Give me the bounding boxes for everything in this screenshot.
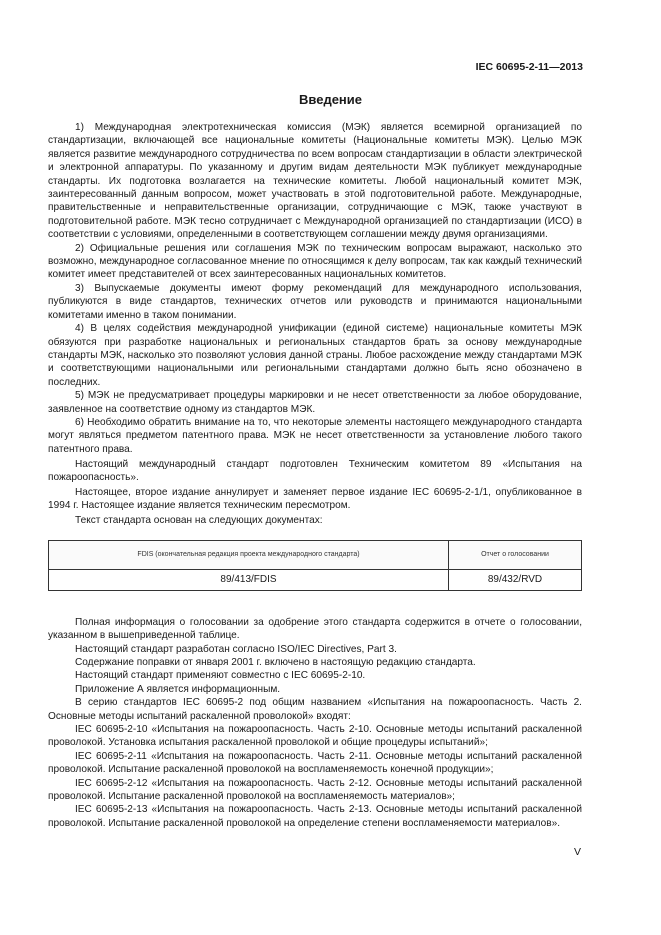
- paragraph: IEC 60695-2-11 «Испытания на пожароопасность. Часть 2-11. Основные методы испытаний раскаленной проволокой. Испытание раскаленной проволокой на воспламеняемость конечной продукции»;: [48, 750, 582, 776]
- paragraph: IEC 60695-2-12 «Испытания на пожароопасность. Часть 2-12. Основные методы испытаний раскаленной проволокой. Испытание раскаленной проволокой на воспламеняемость материалов»;: [48, 777, 582, 802]
- paragraph: Настоящий международный стандарт подготовлен Техническим комитетом 89 «Испытания на пожароопасность».: [48, 458, 582, 484]
- paragraph: 3) Выпускаемые документы имеют форму рекомендаций для международного использования, публикуются в виде стандартов, технических отчетов или руководств и принимаются национальными комитетами именно в таком понимании.: [48, 282, 582, 321]
- voting-documents-table: [48, 540, 582, 591]
- table-header-fdis: FDIS (окончательная редакция проекта международного стандарта): [49, 540, 449, 569]
- table-cell-fdis: 89/413/FDIS: [49, 569, 449, 590]
- paragraph: 5) МЭК не предусматривает процедуры маркировки и не несет ответственности за любое оборудование, заявленное на соответствие одному из стандартов МЭК.: [48, 390, 582, 415]
- paragraph: IEC 60695-2-13 «Испытания на пожароопасность. Часть 2-13. Основные методы испытаний раскаленной проволокой. Испытание раскаленной проволокой на определение степени воспламеняемости материалов».: [48, 804, 582, 829]
- paragraph: 1) Международная электротехническая комиссия (МЭК) является всемирной организацией по стандартизации, включающей все национальные комитеты (Национальные комитеты МЭК). Целью МЭК является развитие международного сотрудничества по всем вопросам стандартизации в области электрической и электронной аппаратуры. По указанному и другим видам деятельности МЭК публикует международные стандарты. Их подготовка возлагается на технические комитеты. Любой национальный комитет МЭК, заинтересованный данным вопросом, может участвовать в этой подготовительной работе. Международные, правительственные и неправительственные организации, сотрудничающие с МЭК, также участвуют в подготовительной работе. МЭК тесно сотрудничает с Международной организацией по стандартизации (ИСО) в соответствии с условиями, определенными в соответствующем соглашении между двумя организациями.: [48, 122, 582, 241]
- paragraph: 2) Официальные решения или соглашения МЭК по техническим вопросам выражают, насколько это возможно, международное согласованное мнение по относящимся к делу вопросам, так как каждый технический комитет имеет представителей от всех заинтересованных национальных комитетов.: [48, 242, 582, 281]
- paragraph: В серию стандартов IEC 60695-2 под общим названием «Испытания на пожароопасность. Часть 2. Основные методы испытаний раскаленной проволокой» входят:: [48, 697, 582, 722]
- table-cell-rvd: 89/432/RVD: [449, 569, 582, 590]
- paragraph: 6) Необходимо обратить внимание на то, что некоторые элементы настоящего международного стандарта могут являться предметом патентного права. МЭК не несет ответственности за установление любого такого патентного права.: [48, 416, 582, 455]
- paragraph: Настоящий стандарт разработан согласно ISO/IEC Directives, Part 3.: [75, 643, 397, 655]
- section-title: Введение: [299, 92, 362, 107]
- paragraph: 4) В целях содействия международной унификации (единой системе) национальные комитеты МЭК обязуются при разработке национальных и региональных стандартов брать за основу международные стандарты МЭК, насколько это позволяют условия данной страны. Любое расхождение между стандартами МЭК и соответствующими национальными или региональными стандартами должно быть ясно обозначено в последних.: [48, 323, 582, 388]
- table-header-row: [49, 540, 582, 569]
- paragraph: Приложение А является информационным.: [75, 683, 281, 695]
- table-header-voting-report: Отчет о голосовании: [449, 540, 582, 569]
- paragraph: Текст стандарта основан на следующих документах:: [75, 515, 323, 527]
- paragraph: Настоящее, второе издание аннулирует и заменяет первое издание IEC 60695-2-1/1, опубликованное в 1994 г. Настоящее издание является техническим пересмотром.: [48, 486, 582, 512]
- page-number: V: [573, 846, 581, 858]
- paragraph: IEC 60695-2-10 «Испытания на пожароопасность. Часть 2-10. Основные методы испытаний раскаленной проволокой. Установка испытания раскаленной проволокой и общие процедуры испытаний»;: [48, 723, 582, 749]
- paragraph: Содержание поправки от января 2001 г. включено в настоящую редакцию стандарта.: [75, 656, 476, 668]
- table-row: [49, 569, 582, 590]
- body-text: [48, 121, 582, 830]
- paragraph: Полная информация о голосовании за одобрение этого стандарта содержится в отчете о голосовании, указанном в вышеприведенной таблице.: [48, 616, 582, 642]
- document-id: IEC 60695-2-11—2013: [475, 61, 583, 73]
- paragraph: Настоящий стандарт применяют совместно с IEC 60695-2-10.: [75, 670, 366, 682]
